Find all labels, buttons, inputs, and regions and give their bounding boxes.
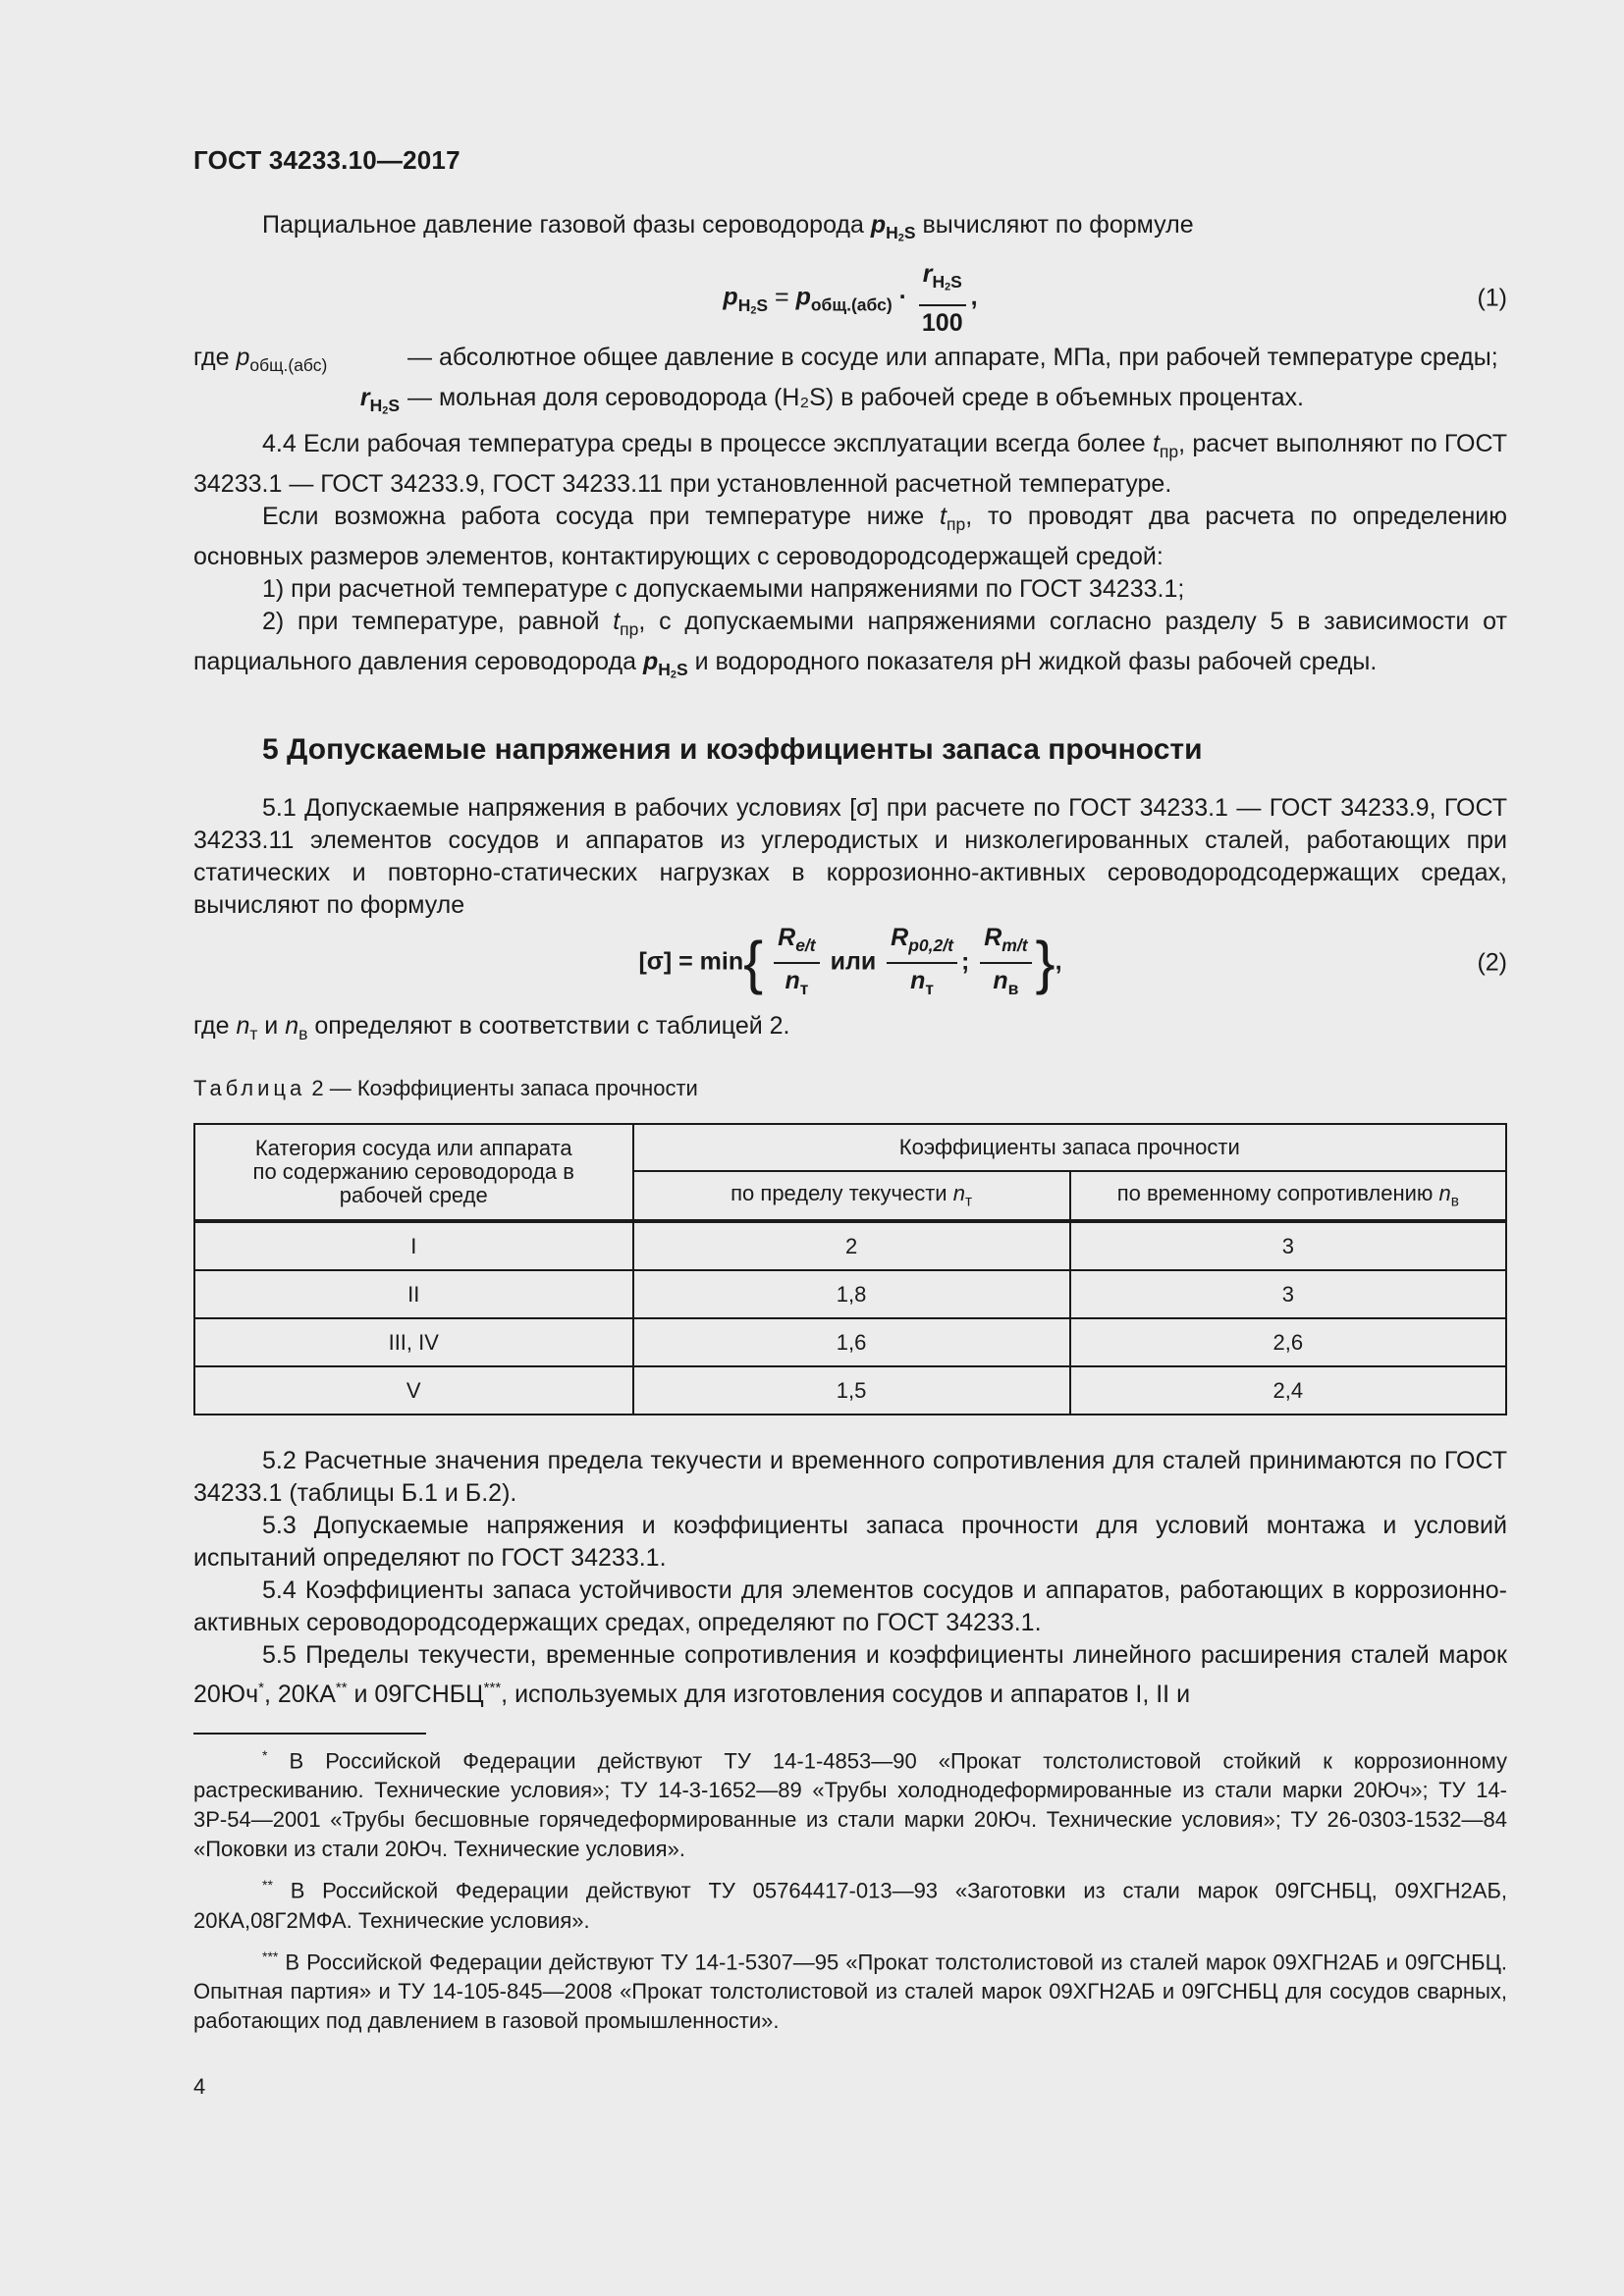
formula-1-expression: $p_{H2S} = p_{общ.(абс)}$ · $\frac{r_{H2S}}{100}$ ,: [723, 259, 978, 337]
formula-1: [193, 259, 1507, 338]
table-header-n-v: по временному сопротивлению $n_в$: [1070, 1171, 1506, 1221]
symbol-p-h2s: $p_{H2S}$: [870, 211, 916, 244]
doc-header: ГОСТ 34233.10—2017: [193, 145, 460, 175]
page-content: [193, 145, 1507, 2036]
paragraph-5-5: 5.5 Пределы текучести, временные сопротивления и коэффициенты линейного расширения сталей марок 20Юч*, 20КА** и 09ГСНБЦ***, используемых для изготовления сосудов и аппаратов I, II и: [193, 1641, 1507, 1709]
formula-2-expression: [σ] = min{ $\frac{R_{e/t}}{n_т}$ или $\frac{R_{p0,2/t}}{n_т}$ ; $\frac{R_{m/t}}{n_в}$ },: [638, 923, 1062, 999]
intro-paragraph: [193, 209, 1507, 255]
footnote-1: * В Российской Федерации действуют ТУ 14-1-4853—90 «Прокат толстолистовой стойкий к коррозионному растрескиванию. Технические условия»; ТУ 14-3-1652—89 «Трубы холоднодеформированные из стали марки 20Юч»; ТУ 14-3Р-54—2001 «Трубы бесшовные горячедеформированные из стали марки 20Юч. Технические условия»; ТУ 26-0303-1532—84 «Поковки из стали 20Юч. Технические условия».: [193, 1747, 1507, 1862]
table-2-caption: Таблица 2 — Коэффициенты запаса прочности: [193, 1076, 698, 1101]
table-row: [194, 1318, 1506, 1366]
intro-text-after: вычисляют по формуле: [915, 211, 1194, 239]
paragraph-possible: Если возможна работа сосуда при температуре ниже $t_{пр}$, то проводят два расчета по определению основных размеров элементов, контактирующих с сероводородсодержащей средой:: [193, 502, 1507, 571]
table-row: [194, 1221, 1506, 1270]
paragraph-5-3: 5.3 Допускаемые напряжения и коэффициенты запаса прочности для условий монтажа и условий испытаний определяют по ГОСТ 34233.1.: [193, 1512, 1507, 1573]
table-cell-n-v: 3: [1070, 1221, 1506, 1270]
legend-item-r-h2s: $r_{H2S}$ — мольная доля сероводорода (H₂S) в рабочей среде в объемных процентах.: [359, 383, 1305, 417]
section-5-title: 5 Допускаемые напряжения и коэффициенты запаса прочности: [262, 732, 1203, 766]
intro-text-before: Парциальное давление газовой фазы сероводорода: [262, 211, 871, 239]
table-row: [194, 1366, 1506, 1415]
list-item-2: 2) при температуре, равной $t_{пр}$, с допускаемыми напряжениями согласно разделу 5 в зависимости от парциального давления сероводорода $p_{H2S}$ и водородного показателя pH жидкой фазы рабочей среды.: [193, 608, 1507, 681]
paragraph-5-2: 5.2 Расчетные значения предела текучести и временного сопротивления для сталей принимаются по ГОСТ 34233.1 (таблицы Б.1 и Б.2).: [193, 1447, 1507, 1508]
paragraph-5-1: 5.1 Допускаемые напряжения в рабочих условиях [σ] при расчете по ГОСТ 34233.1 — ГОСТ 34233.9, ГОСТ 34233.11 элементов сосудов и аппаратов из углеродистых и низколегированных сталей, работающих при статических и повторно-статических нагрузках в коррозионно-активных сероводородсодержащих средах, вычисляют по формуле: [193, 793, 1507, 919]
legend-item-p-total: где $p_{общ.(абс)}$ — абсолютное общее давление в сосуде или аппарате, МПа, при рабочей температуре среды;: [193, 343, 1498, 375]
table-cell-n-v: 3: [1070, 1270, 1506, 1318]
table-cell-n-v: 2,4: [1070, 1366, 1506, 1415]
formula-2: [193, 922, 1507, 1004]
table-cell-n-t: 1,8: [633, 1270, 1070, 1318]
formula-1-number: (1): [1477, 284, 1507, 312]
table-cell-n-t: 1,6: [633, 1318, 1070, 1366]
table-header-n-t: по пределу текучести $n_т$: [633, 1171, 1070, 1221]
table-cell-n-t: 2: [633, 1221, 1070, 1270]
table-2: [193, 1123, 1507, 1415]
table-row: [194, 1270, 1506, 1318]
table-cell-category: II: [194, 1270, 633, 1318]
table-cell-category: V: [194, 1366, 633, 1415]
footnote-3: *** В Российской Федерации действуют ТУ 14-1-5307—95 «Прокат толстолистовой из сталей марок 09ХГН2АБ и 09ГСНБЦ. Опытная партия» и ТУ 14-105-845—2008 «Прокат толстолистовой из сталей марок 09ХГН2АБ и 09ГСНБЦ для сосудов сварных, работающих под давлением в газовой промышленности».: [193, 1948, 1507, 2034]
formula-1-fraction: $\frac{r_{H2S}}{100}$: [918, 259, 967, 338]
page-number: 4: [193, 2074, 206, 2099]
table-cell-category: I: [194, 1221, 633, 1270]
footnote-separator: [193, 1733, 426, 1735]
where-2: где $n_т$ и $n_в$ определяют в соответствии с таблицей 2.: [193, 1011, 790, 1044]
table-cell-n-v: 2,6: [1070, 1318, 1506, 1366]
table-cell-category: III, IV: [194, 1318, 633, 1366]
footnote-2: ** В Российской Федерации действуют ТУ 05764417-013—93 «Заготовки из стали марок 09ГСНБЦ, 09ХГН2АБ, 20КА,08Г2МФА. Технические условия».: [193, 1877, 1507, 1933]
formula-2-number: (2): [1477, 948, 1507, 977]
paragraph-5-4: 5.4 Коэффициенты запаса устойчивости для элементов сосудов и аппаратов, работающих в коррозионно-активных сероводородсодержащих средах, определяют по ГОСТ 34233.1.: [193, 1576, 1507, 1637]
table-header-category: Категория сосуда или аппарата по содержанию сероводорода в рабочей среде: [194, 1124, 633, 1221]
list-item-1: 1) при расчетной температуре с допускаемыми напряжениями по ГОСТ 34233.1;: [262, 575, 1185, 604]
table-cell-n-t: 1,5: [633, 1366, 1070, 1415]
paragraph-4-4: 4.4 Если рабочая температура среды в процессе эксплуатации всегда более $t_{пр}$, расчет выполняют по ГОСТ 34233.1 — ГОСТ 34233.9, ГОСТ 34233.11 при установленной расчетной температуре.: [193, 429, 1507, 498]
table-header-group: Коэффициенты запаса прочности: [633, 1124, 1506, 1171]
